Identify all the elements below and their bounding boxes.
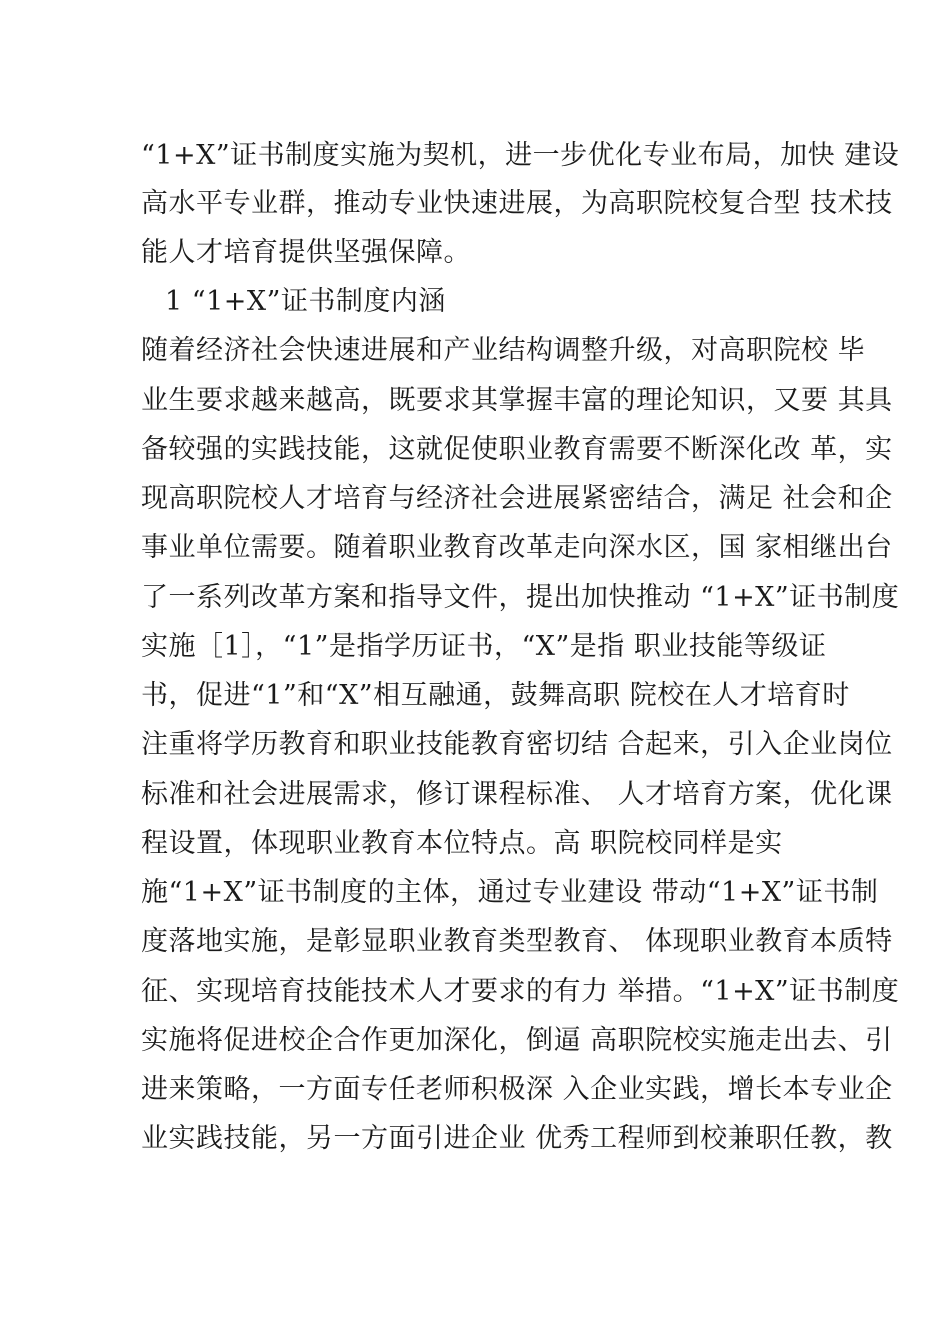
text-line-11: 实施［1］，“1”是指学历证书，“X”是指 职业技能等级证 xyxy=(141,631,827,662)
text-line-10: 了一系列改革方案和指导文件，提出加快推动 “1+X”证书制度 xyxy=(141,582,900,613)
text-line-17: 度落地实施，是彰显职业教育类型教育、 体现职业教育本质特 xyxy=(141,926,893,957)
section-heading: 1 “1+X”证书制度内涵 xyxy=(165,286,446,317)
text-line-12: 书，促进“1”和“X”相互融通，鼓舞高职 院校在人才培育时 xyxy=(141,680,850,711)
text-line-3: 能人才培育提供坚强保障。 xyxy=(141,237,471,268)
text-line-13: 注重将学历教育和职业技能教育密切结 合起来，引入企业岗位 xyxy=(141,729,893,760)
text-line-6: 业生要求越来越高，既要求其掌握丰富的理论知识，又要 其具 xyxy=(141,385,893,416)
text-line-20: 进来策略，一方面专任老师积极深 入企业实践，增长本专业企 xyxy=(141,1074,893,1105)
text-line-21: 业实践技能，另一方面引进企业 优秀工程师到校兼职任教，教 xyxy=(141,1123,893,1154)
text-line-7: 备较强的实践技能，这就促使职业教育需要不断深化改 革，实 xyxy=(141,434,893,465)
text-line-9: 事业单位需要。随着职业教育改革走向深水区，国 家相继出台 xyxy=(141,532,893,563)
text-line-19: 实施将促进校企合作更加深化，倒逼 高职院校实施走出去、引 xyxy=(141,1025,893,1056)
text-line-14: 标准和社会进展需求，修订课程标准、 人才培育方案，优化课 xyxy=(141,779,893,810)
text-line-5: 随着经济社会快速进展和产业结构调整升级，对高职院校 毕 xyxy=(141,335,866,366)
text-line-2: 高水平专业群，推动专业快速进展，为高职院校复合型 技术技 xyxy=(141,188,893,219)
text-line-16: 施“1+X”证书制度的主体，通过专业建设 带动“1+X”证书制 xyxy=(141,877,879,908)
text-line-8: 现高职院校人才培育与经济社会进展紧密结合，满足 社会和企 xyxy=(141,483,893,514)
text-line-15: 程设置，体现职业教育本位特点。高 职院校同样是实 xyxy=(141,828,783,859)
text-line-1: “1+X”证书制度实施为契机，进一步优化专业布局，加快 建设 xyxy=(141,140,900,171)
text-line-18: 征、实现培育技能技术人才要求的有力 举措。“1+X”证书制度 xyxy=(141,976,900,1007)
